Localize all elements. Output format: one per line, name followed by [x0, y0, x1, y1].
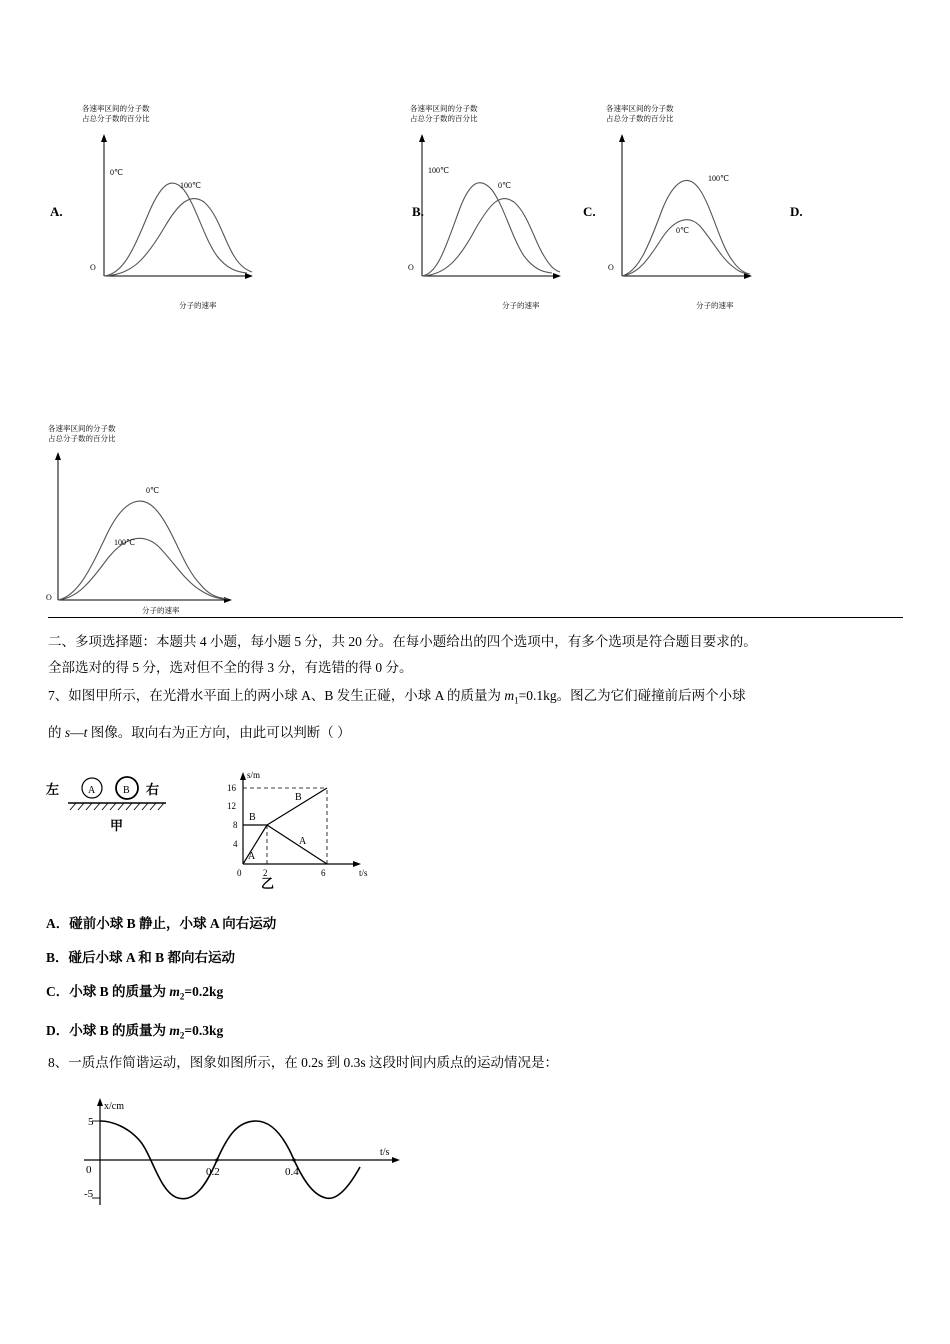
svg-text:x/cm: x/cm: [104, 1101, 124, 1112]
svg-text:B: B: [295, 792, 302, 803]
svg-text:t/s: t/s: [359, 868, 368, 878]
q7-choice-b: B．碰后小球 A 和 B 都向右运动: [46, 950, 236, 965]
y-axis-label-line1: 各速率区间的分子数: [82, 104, 150, 113]
section-divider: [48, 617, 903, 618]
origin-label-c: O: [608, 263, 614, 272]
q7-stem-part-a: 7、如图甲所示，在光滑水平面上的两小球 A、B 发生正碰，小球 A 的质量为: [48, 688, 505, 703]
q7-choice-d-symbol: m: [169, 1022, 180, 1038]
svg-text:8: 8: [233, 820, 238, 830]
q7-symbol-m: m: [504, 688, 515, 703]
q8-figure: [42, 1085, 442, 1225]
section-heading: [48, 629, 906, 681]
q7-choice-d-suffix: =0.3kg: [184, 1022, 224, 1038]
curve-label-a-1: 0℃: [110, 168, 123, 177]
q7-stem-line2: [48, 720, 906, 746]
q8-figure-svg: [42, 1085, 442, 1225]
chart-svg-d: [42, 448, 272, 618]
svg-text:A: A: [88, 785, 96, 796]
origin-label-b: O: [408, 263, 414, 272]
y-axis-label-line1: 各速率区间的分子数: [410, 104, 478, 113]
question-7-stem: [48, 683, 906, 746]
curve-label-a-2: 100℃: [180, 181, 201, 190]
x-axis-label-a: 分子的速率: [179, 301, 217, 310]
svg-text:5: 5: [88, 1116, 94, 1128]
option-letter-d: D.: [790, 204, 803, 219]
chart-svg-a: [72, 128, 262, 328]
curve-label-c-1: 100℃: [708, 174, 729, 183]
q7-choice-c-sub: 2: [179, 991, 185, 1002]
svg-text:0: 0: [237, 868, 242, 878]
section-heading-line2: 全部选对的得 5 分，选对但不全的得 3 分，有选错的得 0 分。: [48, 660, 413, 675]
y-axis-label-line2: 占总分子数的百分比: [48, 434, 116, 443]
curve-label-b-2: 0℃: [498, 181, 511, 190]
y-axis-label-line1: 各速率区间的分子数: [606, 104, 674, 113]
option-letter-b: B.: [412, 204, 424, 219]
question-8-stem: 8、一质点作简谐运动，图象如图所示，在 0.2s 到 0.3s 这段时间内质点的运动情况是：: [48, 1055, 559, 1070]
y-axis-label-line2: 占总分子数的百分比: [82, 114, 150, 123]
svg-text:2: 2: [263, 868, 268, 878]
svg-text:甲: 甲: [110, 818, 124, 833]
chart-maxwell-d: [42, 408, 302, 615]
svg-text:0.2: 0.2: [206, 1166, 220, 1178]
q7-symbol-s: s: [64, 724, 71, 740]
svg-text:A: A: [299, 836, 307, 847]
q7-symbol-t: t: [83, 724, 88, 740]
svg-text:s/m: s/m: [247, 770, 261, 780]
q7-stem2-part-a: 的: [48, 724, 65, 740]
option-letter-a: A.: [50, 204, 63, 219]
svg-text:右: 右: [146, 782, 160, 797]
svg-text:12: 12: [227, 801, 236, 811]
svg-text:-5: -5: [84, 1188, 94, 1200]
q7-figure-yi: [207, 766, 437, 891]
y-axis-label-line2: 占总分子数的百分比: [410, 114, 478, 123]
chart-svg-b: [400, 128, 590, 328]
q7-stem-part-b: =0.1kg。图乙为它们碰撞前后两个小球: [518, 688, 746, 703]
svg-text:0: 0: [86, 1164, 92, 1176]
q7-dash: —: [70, 724, 84, 740]
curve-label-b-1: 100℃: [428, 166, 449, 175]
svg-text:B: B: [123, 785, 130, 796]
y-axis-label-line1: 各速率区间的分子数: [48, 424, 116, 433]
q7-choice-a: A．碰前小球 B 静止，小球 A 向右运动: [46, 916, 277, 931]
maxwell-graph-row: [0, 86, 950, 310]
svg-text:6: 6: [321, 868, 326, 878]
origin-label-a: O: [90, 263, 96, 272]
q7-figure-jia: [42, 770, 222, 890]
svg-text:16: 16: [227, 783, 236, 793]
svg-text:左: 左: [46, 782, 60, 797]
y-axis-label-line2: 占总分子数的百分比: [606, 114, 674, 123]
x-axis-label-d: 分子的速率: [142, 606, 180, 615]
q7-choice-c-prefix: C．小球 B 的质量为: [46, 984, 170, 999]
option-letter-c: C.: [583, 204, 596, 219]
svg-text:t/s: t/s: [380, 1147, 390, 1158]
section-heading-line1: 二、多项选择题：本题共 4 小题，每小题 5 分，共 20 分。在每小题给出的四个选项中，有多个选项是符合题目要求的。: [48, 634, 757, 649]
curve-label-c-2: 0℃: [676, 226, 689, 235]
x-axis-label-c: 分子的速率: [696, 301, 734, 310]
q7-choice-c: [46, 980, 906, 1009]
q7-figure: [42, 770, 462, 900]
q7-choice-d-sub: 2: [179, 1030, 185, 1041]
q7-choices: [46, 912, 906, 1047]
q7-choice-d: [46, 1019, 906, 1048]
svg-text:B: B: [249, 812, 256, 823]
q7-choice-d-prefix: D．小球 B 的质量为: [46, 1022, 170, 1038]
origin-label-d: O: [46, 593, 52, 602]
q7-stem-line1: [48, 683, 906, 714]
q7-choice-c-suffix: =0.2kg: [184, 984, 224, 999]
q7-symbol-m-sub: 1: [514, 695, 519, 706]
q7-stem2-part-b: 图像。取向右为正方向，由此可以判断（ ）: [87, 724, 351, 740]
curve-label-d-2: 100℃: [114, 538, 135, 547]
svg-text:0.4: 0.4: [285, 1166, 299, 1178]
svg-text:A: A: [248, 851, 256, 862]
svg-text:乙: 乙: [261, 876, 275, 891]
q7-choice-c-symbol: m: [169, 984, 180, 999]
curve-label-d-1: 0℃: [146, 486, 159, 495]
x-axis-label-b: 分子的速率: [502, 301, 540, 310]
svg-text:4: 4: [233, 839, 238, 849]
